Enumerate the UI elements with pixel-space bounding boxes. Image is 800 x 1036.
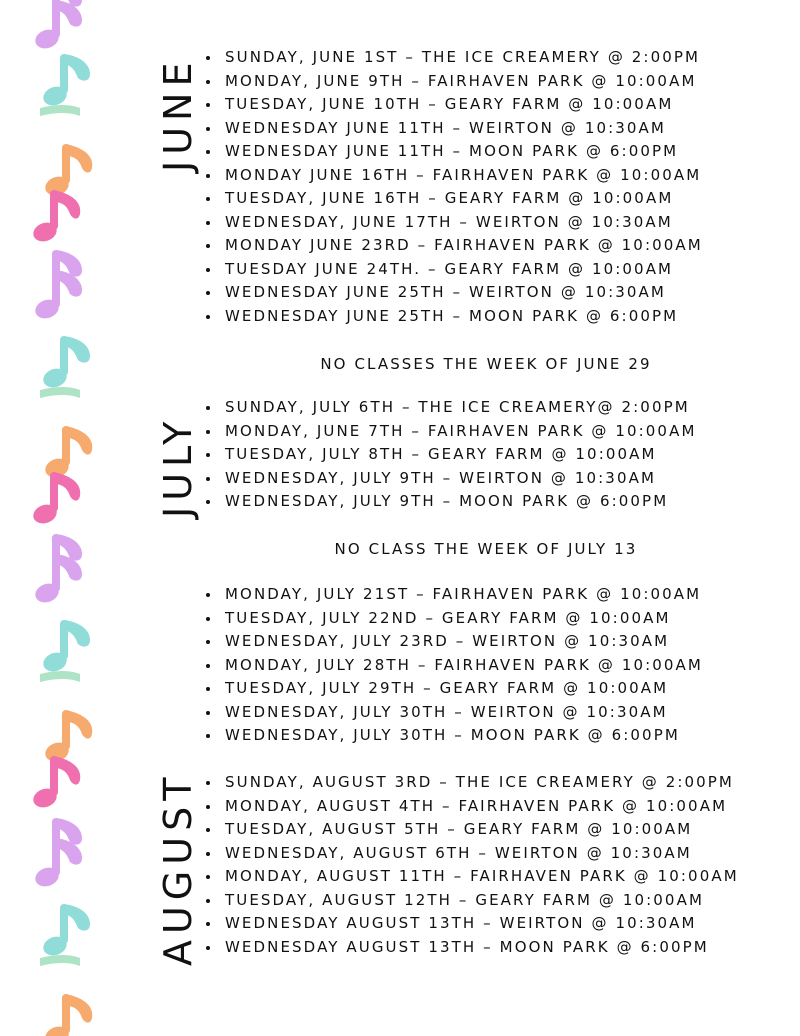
schedule-item-text: TUESDAY, JUNE 16TH – GEARY FARM @ 10:00AM [225,189,674,208]
schedule-item-text: MONDAY, JUNE 9TH – FAIRHAVEN PARK @ 10:00AM [225,71,697,90]
schedule-item-text: SUNDAY, AUGUST 3RD – THE ICE CREAMERY @ 2:00PM [225,773,734,791]
schedule-item [206,467,696,491]
schedule-item [206,93,703,117]
schedule-item [206,187,703,211]
schedule-item [206,607,703,631]
schedule-item [206,630,703,654]
music-note-group-2 [31,250,93,527]
schedule-item [206,396,696,420]
music-note-icon [40,671,80,682]
schedule-item-text: TUESDAY JUNE 24TH. – GEARY FARM @ 10:00AM [225,259,674,278]
month-heading-july: JULY [156,415,200,518]
schedule-item [206,164,703,188]
june-schedule-list [206,46,703,329]
music-note-group-3 [31,534,93,811]
schedule-item [206,701,703,725]
schedule-item [206,865,739,889]
schedule-item [206,305,703,329]
schedule-item [206,677,703,701]
music-note-icon [40,387,80,398]
schedule-item [206,795,739,819]
music-note-group-4 [33,818,93,1036]
schedule-item-text: TUESDAY, AUGUST 5TH – GEARY FARM @ 10:00AM [225,820,693,839]
schedule-item-text: WEDNESDAY, AUGUST 6TH – WEIRTON @ 10:30AM [225,843,692,862]
august-schedule-list [206,771,739,959]
schedule-item-text: MONDAY JUNE 16TH – FAIRHAVEN PARK @ 10:00AM [225,165,702,184]
schedule-item-text: WEDNESDAY AUGUST 13TH – WEIRTON @ 10:30AM [225,914,697,933]
schedule-item-text: WEDNESDAY JUNE 25TH – WEIRTON @ 10:30AM [225,283,666,302]
schedule-item [206,140,703,164]
schedule-item [206,654,703,678]
schedule-item [206,117,703,141]
schedule-item-text: WEDNESDAY JUNE 11TH – MOON PARK @ 6:00PM [225,142,679,161]
july-late-schedule-list [206,583,703,748]
music-note-icon [41,620,90,675]
schedule-item [206,889,739,913]
schedule-item-text: MONDAY JUNE 23RD – FAIRHAVEN PARK @ 10:00AM [225,236,703,255]
music-note-icon [31,190,81,245]
schedule-item [206,443,696,467]
schedule-item-text: SUNDAY, JULY 6TH – THE ICE CREAMERY@ 2:00PM [225,398,690,416]
schedule-item-text: WEDNESDAY, JULY 23RD – WEIRTON @ 10:30AM [225,632,670,651]
schedule-item [206,70,703,94]
schedule-item [206,771,739,795]
schedule-item-text: WEDNESDAY, JULY 9TH – MOON PARK @ 6:00PM [225,492,669,511]
schedule-item [206,420,696,444]
music-note-icon [33,818,82,890]
schedule-item-text: TUESDAY, AUGUST 12TH – GEARY FARM @ 10:00AM [225,890,704,909]
schedule-item-text: WEDNESDAY, JULY 30TH – MOON PARK @ 6:00PM [225,726,680,745]
schedule-item [206,842,739,866]
music-note-icon [43,994,93,1036]
schedule-item [206,46,703,70]
schedule-item [206,818,739,842]
schedule-item [206,912,739,936]
schedule-item-text: MONDAY, JULY 21ST – FAIRHAVEN PARK @ 10:00AM [225,585,702,603]
music-notes-border [0,0,110,1036]
schedule-item-text: MONDAY, AUGUST 4TH – FAIRHAVEN PARK @ 10:00AM [225,796,728,815]
schedule-item-text: WEDNESDAY, JULY 30TH – WEIRTON @ 10:30AM [225,702,668,721]
music-note-icon [43,144,93,199]
music-note-icon [41,904,90,959]
music-note-icon [33,250,82,322]
schedule-item-text: WEDNESDAY JUNE 25TH – MOON PARK @ 6:00PM [225,307,679,326]
month-heading-august: AUGUST [156,771,200,966]
schedule-item [206,724,703,748]
music-note-icon [40,955,80,966]
music-note-group-1 [31,0,93,245]
schedule-item-text: WEDNESDAY JUNE 11TH – WEIRTON @ 10:30AM [225,118,666,137]
no-classes-notice-june: NO CLASSES THE WEEK OF JUNE 29 [320,355,652,373]
schedule-item-text: MONDAY, AUGUST 11TH – FAIRHAVEN PARK @ 10:00AM [225,867,739,886]
schedule-item [206,281,703,305]
schedule-item-text: TUESDAY, JULY 22ND – GEARY FARM @ 10:00AM [225,608,671,627]
music-note-icon [40,105,80,116]
schedule-item-text: TUESDAY, JULY 8TH – GEARY FARM @ 10:00AM [225,445,657,464]
schedule-item-text: WEDNESDAY AUGUST 13TH – MOON PARK @ 6:00PM [225,937,709,956]
schedule-item [206,211,703,235]
schedule-item-text: MONDAY, JUNE 7TH – FAIRHAVEN PARK @ 10:00AM [225,421,697,440]
schedule-item [206,490,696,514]
month-heading-june: JUNE [156,56,200,172]
music-note-icon [31,756,81,811]
schedule-item [206,583,703,607]
schedule-item [206,936,739,960]
july-schedule-list [206,396,696,514]
schedule-item-text: MONDAY, JULY 28TH – FAIRHAVEN PARK @ 10:00AM [225,655,703,674]
music-note-icon [43,710,93,765]
schedule-item [206,234,703,258]
music-note-icon [41,54,90,109]
schedule-item-text: WEDNESDAY, JULY 9TH – WEIRTON @ 10:30AM [225,468,657,487]
music-note-icon [33,534,82,606]
music-note-icon [41,336,90,391]
no-class-notice-july: NO CLASS THE WEEK OF JULY 13 [334,540,638,558]
schedule-item-text: TUESDAY, JULY 29TH – GEARY FARM @ 10:00AM [225,679,669,698]
music-note-icon [43,426,93,481]
schedule-item-text: SUNDAY, JUNE 1ST – THE ICE CREAMERY @ 2:00PM [225,48,701,66]
music-note-icon [31,472,81,527]
schedule-item-text: TUESDAY, JUNE 10TH – GEARY FARM @ 10:00AM [225,95,674,114]
music-note-icon [33,0,82,52]
schedule-item-text: WEDNESDAY, JUNE 17TH – WEIRTON @ 10:30AM [225,212,673,231]
schedule-item [206,258,703,282]
